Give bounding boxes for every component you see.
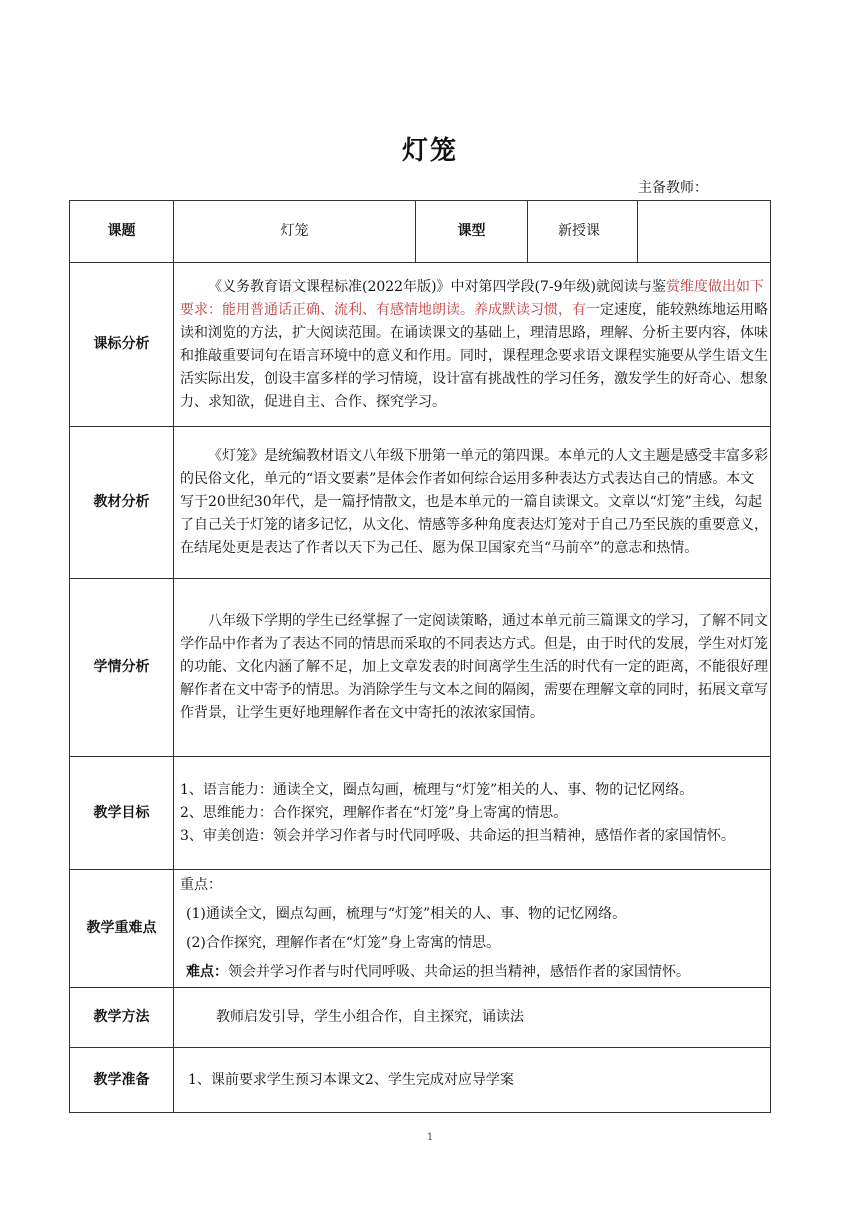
goal-item: 2、思维能力：合作探究，理解作者在“灯笼”身上寄寓的情思。 xyxy=(180,804,568,821)
topic-label: 课题 xyxy=(70,201,174,263)
type-value: 新授课 xyxy=(528,201,638,263)
standard-lead: 《义务教育语文课程标准(2022年版)》中对第四学段(7-9年级)就阅读与鉴 xyxy=(208,278,667,295)
key-item: (1)通读全文，圈点勾画，梳理与“灯笼”相关的人、事、物的记忆网络。 xyxy=(186,905,627,922)
goals-label: 教学目标 xyxy=(70,757,174,870)
students-label: 学情分析 xyxy=(70,579,174,757)
key-points-row xyxy=(70,870,771,988)
methods-label: 教学方法 xyxy=(70,988,174,1048)
students-content xyxy=(174,579,771,757)
page-number: 1 xyxy=(426,1132,434,1143)
goals-content xyxy=(174,757,771,870)
preparation-text: 1、课前要求学生预习本课文2、学生完成对应导学案 xyxy=(188,1071,514,1088)
students-row xyxy=(70,579,771,757)
difficulty-title: 难点： xyxy=(186,963,228,980)
standard-red-text: 赏维度做出如下要求：能用普通话正确、流利、有感情地朗读。养成默读习惯，有一 xyxy=(180,278,765,318)
methods-row xyxy=(70,988,771,1048)
standard-label: 课标分析 xyxy=(70,263,174,427)
goal-item: 1、语言能力：通读全文，圈点勾画，梳理与“灯笼”相关的人、事、物的记忆网络。 xyxy=(180,781,694,798)
textbook-content xyxy=(174,427,771,579)
methods-content xyxy=(174,988,771,1048)
lesson-plan-table xyxy=(69,200,771,1113)
students-text: 八年级下学期的学生已经掌握了一定阅读策略，通过本单元前三篇课文的学习，了解不同文学作品中作者为了表达不同的情思而采取的不同表达方式。但是，由于时代的发展，学生对灯笼的功能、文化内涵了解不足，加上文章发表的时间离学生生活的时代有一定的距离，不能很好理解作者在文中寄予的情思。为消除学生与文本之间的隔阂，需要在理解文章的同时，拓展文章写作背景，让学生更好地理解作者在文中寄托的浓浓家国情。 xyxy=(180,613,768,721)
key-points-content xyxy=(174,870,771,988)
preparation-content xyxy=(174,1048,771,1113)
preparation-label: 教学准备 xyxy=(70,1048,174,1113)
standard-content xyxy=(174,263,771,427)
textbook-row xyxy=(70,427,771,579)
methods-text: 教师启发引导，学生小组合作，自主探究，诵读法 xyxy=(216,1009,524,1025)
empty-cell xyxy=(638,201,771,263)
standard-row xyxy=(70,263,771,427)
type-label: 课型 xyxy=(416,201,528,263)
key-title: 重点： xyxy=(180,876,222,893)
key-item: (2)合作探究，理解作者在“灯笼”身上寄寓的情思。 xyxy=(186,934,501,951)
page-title: 灯笼 xyxy=(401,136,458,166)
textbook-label: 教材分析 xyxy=(70,427,174,579)
textbook-text: 《灯笼》是统编教材语文八年级下册第一单元的第四课。本单元的人文主题是感受丰富多彩的民俗文化，单元的“语文要素”是体会作者如何综合运用多种表达方式表达自己的情感。本文写于20世纪30年代，是一篇抒情散文，也是本单元的一篇自读课文。文章以“灯笼”主线，勾起了自己关于灯笼的诸多记忆，从文化、情感等多种角度表达灯笼对于自己乃至民族的重要意义，在结尾处更是表达了作者以天下为己任、愿为保卫国家充当“马前卒”的意志和热情。 xyxy=(180,448,768,556)
goals-row xyxy=(70,757,771,870)
preparation-row xyxy=(70,1048,771,1113)
difficulty-text: 领会并学习作者与时代同呼吸、共命运的担当精神，感悟作者的家国情怀。 xyxy=(228,963,690,980)
teacher-label: 主备教师： xyxy=(638,180,708,196)
key-points-label: 教学重难点 xyxy=(70,870,174,988)
goal-item: 3、审美创造：领会并学习作者与时代同呼吸、共命运的担当精神，感悟作者的家国情怀。 xyxy=(180,827,735,844)
topic-value: 灯笼 xyxy=(174,201,416,263)
standard-rest: 定速度，能较熟练地运用略读和浏览的方法，扩大阅读范围。在诵读课文的基础上，理清思路，理解、分析主要内容，体味和推敲重要词句在语言环境中的意义和作用。同时，课程理念要求语文课程实施要从学生语文生活实际出发，创设丰富多样的学习情境，设计富有挑战性的学习任务，激发学生的好奇心、想象力、求知欲，促进自主、合作、探究学习。 xyxy=(180,301,768,410)
topic-row xyxy=(70,201,771,263)
